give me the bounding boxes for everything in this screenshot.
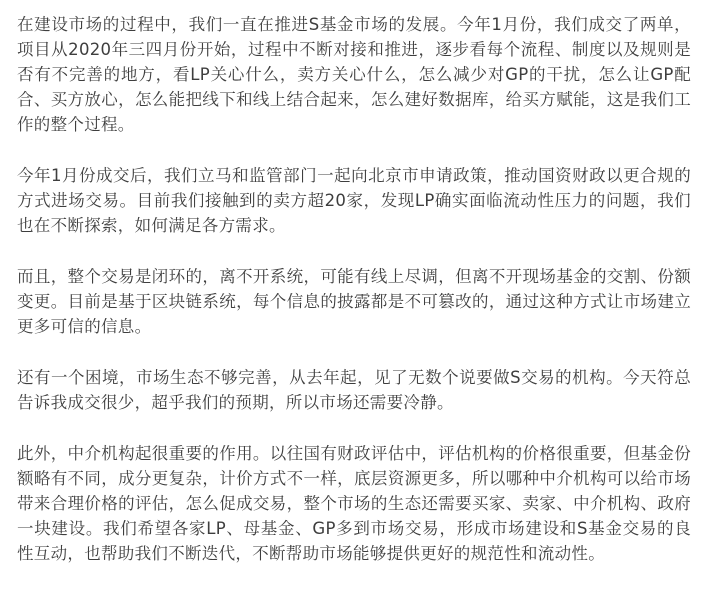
paragraph-5: 此外，中介机构起很重要的作用。以往国有财政评估中，评估机构的价格很重要，但基金份额略有不同，成分更复杂，计价方式不一样，底层资源更多，所以哪种中介机构可以给市场带来合理价格的评估，怎么促成交易，整个市场的生态还需要买家、卖家、中介机构、政府一块建设。我们希望各家LP、母基金、GP多到市场交易，形成市场建设和S基金交易的良性互动，也帮助我们不断迭代，不断帮助市场能够提供更好的规范性和流动性。 — [17, 444, 691, 563]
paragraph-2: 今年1月份成交后，我们立马和监管部门一起向北京市申请政策，推动国资财政以更合规的方式进场交易。目前我们接触到的卖方超20家，发现LP确实面临流动性压力的问题，我们也在不断探索，如何满足各方需求。 — [17, 166, 691, 235]
paragraph-4: 还有一个困境，市场生态不够完善，从去年起，见了无数个说要做S交易的机构。今天符总告诉我成交很少，超乎我们的预期，所以市场还需要冷静。 — [17, 368, 691, 412]
paragraph-3: 而且，整个交易是闭环的，离不开系统，可能有线上尽调，但离不开现场基金的交割、份额变更。目前是基于区块链系统，每个信息的披露都是不可篡改的，通过这种方式让市场建立更多可信的信息。 — [17, 267, 691, 336]
article-body — [17, 12, 691, 566]
paragraph-1: 在建设市场的过程中，我们一直在推进S基金市场的发展。今年1月份，我们成交了两单，项目从2020年三四月份开始，过程中不断对接和推进，逐步看每个流程、制度以及规则是否有不完善的地方，看LP关心什么，卖方关心什么，怎么减少对GP的干扰，怎么让GP配合、买方放心，怎么能把线下和线上结合起来，怎么建好数据库，给买方赋能，这是我们工作的整个过程。 — [17, 15, 691, 134]
